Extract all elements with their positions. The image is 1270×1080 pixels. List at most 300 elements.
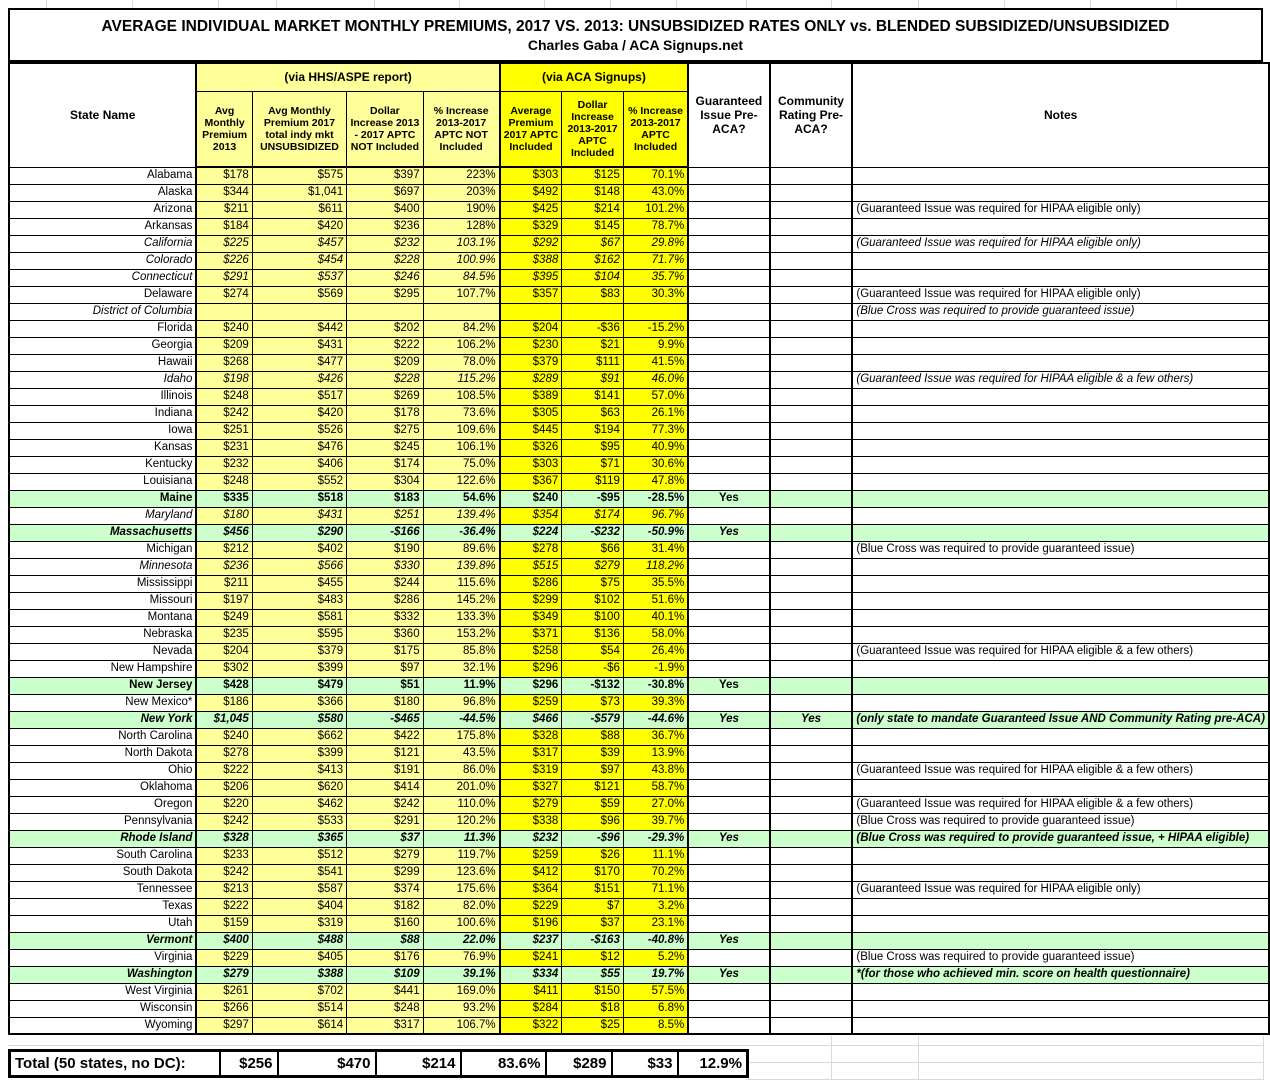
cell-avg-premium-2017-aptc-included[interactable]: $229 bbox=[500, 898, 562, 915]
cell-pct-increase-aptc-not-included[interactable]: 119.7% bbox=[423, 847, 500, 864]
cell-notes[interactable]: (Guaranteed Issue was required for HIPAA eligible only) bbox=[852, 881, 1269, 898]
cell-pct-increase-aptc-included[interactable]: 35.7% bbox=[623, 269, 688, 286]
cell-pct-increase-aptc-not-included[interactable]: 122.6% bbox=[423, 473, 500, 490]
cell-avg-premium-2017-aptc-included[interactable]: $296 bbox=[500, 677, 562, 694]
cell-community-rating-pre-aca[interactable]: Yes bbox=[770, 711, 853, 728]
cell-pct-increase-aptc-included[interactable]: 8.5% bbox=[623, 1017, 688, 1034]
cell-state-name[interactable]: North Dakota bbox=[9, 745, 196, 762]
cell-dollar-increase-aptc-included[interactable]: $162 bbox=[562, 252, 624, 269]
cell-notes[interactable] bbox=[852, 779, 1269, 796]
cell-dollar-increase-aptc-not-included[interactable]: $176 bbox=[347, 949, 423, 966]
cell-dollar-increase-aptc-not-included[interactable]: $160 bbox=[347, 915, 423, 932]
cell-pct-increase-aptc-not-included[interactable]: 120.2% bbox=[423, 813, 500, 830]
cell-pct-increase-aptc-included[interactable]: 58.0% bbox=[623, 626, 688, 643]
cell-dollar-increase-aptc-included[interactable]: $97 bbox=[562, 762, 624, 779]
cell-dollar-increase-aptc-included[interactable]: $125 bbox=[562, 167, 624, 184]
cell-pct-increase-aptc-not-included[interactable]: 128% bbox=[423, 218, 500, 235]
cell-avg-premium-2017-unsubsidized[interactable]: $526 bbox=[252, 422, 346, 439]
cell-dollar-increase-aptc-not-included[interactable]: $174 bbox=[347, 456, 423, 473]
cell-dollar-increase-aptc-not-included[interactable]: $88 bbox=[347, 932, 423, 949]
cell-guaranteed-issue-pre-aca[interactable] bbox=[688, 388, 769, 405]
cell-guaranteed-issue-pre-aca[interactable] bbox=[688, 847, 769, 864]
cell-avg-premium-2017-unsubsidized[interactable]: $512 bbox=[252, 847, 346, 864]
cell-dollar-increase-aptc-not-included[interactable]: $242 bbox=[347, 796, 423, 813]
cell-dollar-increase-aptc-not-included[interactable]: $51 bbox=[347, 677, 423, 694]
cell-avg-premium-2013[interactable]: $180 bbox=[196, 507, 252, 524]
cell-avg-premium-2013[interactable]: $249 bbox=[196, 609, 252, 626]
cell-pct-increase-aptc-not-included[interactable]: 43.5% bbox=[423, 745, 500, 762]
cell-pct-increase-aptc-not-included[interactable]: 190% bbox=[423, 201, 500, 218]
cell-avg-premium-2017-unsubsidized[interactable]: $514 bbox=[252, 1000, 346, 1017]
cell-notes[interactable] bbox=[852, 439, 1269, 456]
cell-avg-premium-2017-unsubsidized[interactable]: $399 bbox=[252, 745, 346, 762]
cell-avg-premium-2017-aptc-included[interactable]: $240 bbox=[500, 490, 562, 507]
cell-state-name[interactable]: North Carolina bbox=[9, 728, 196, 745]
cell-avg-premium-2017-aptc-included[interactable]: $196 bbox=[500, 915, 562, 932]
cell-pct-increase-aptc-not-included[interactable]: 109.6% bbox=[423, 422, 500, 439]
cell-state-name[interactable]: West Virginia bbox=[9, 983, 196, 1000]
cell-notes[interactable] bbox=[852, 864, 1269, 881]
cell-pct-increase-aptc-not-included[interactable]: 78.0% bbox=[423, 354, 500, 371]
cell-notes[interactable] bbox=[852, 558, 1269, 575]
cell-notes[interactable] bbox=[852, 167, 1269, 184]
cell-community-rating-pre-aca[interactable] bbox=[770, 320, 853, 337]
cell-dollar-increase-aptc-not-included[interactable]: $244 bbox=[347, 575, 423, 592]
cell-state-name[interactable]: District of Columbia bbox=[9, 303, 196, 320]
cell-guaranteed-issue-pre-aca[interactable] bbox=[688, 269, 769, 286]
cell-community-rating-pre-aca[interactable] bbox=[770, 1000, 853, 1017]
cell-pct-increase-aptc-included[interactable]: 58.7% bbox=[623, 779, 688, 796]
cell-dollar-increase-aptc-included[interactable]: $91 bbox=[562, 371, 624, 388]
cell-pct-increase-aptc-included[interactable]: 70.2% bbox=[623, 864, 688, 881]
cell-avg-premium-2017-unsubsidized[interactable]: $541 bbox=[252, 864, 346, 881]
col-header-avg-premium-2017-unsubsidized[interactable]: Avg Monthly Premium 2017 total indy mkt UNSUBSIDIZED bbox=[252, 91, 346, 167]
cell-dollar-increase-aptc-included[interactable]: $151 bbox=[562, 881, 624, 898]
cell-dollar-increase-aptc-included[interactable]: -$6 bbox=[562, 660, 624, 677]
cell-guaranteed-issue-pre-aca[interactable] bbox=[688, 864, 769, 881]
cell-pct-increase-aptc-included[interactable] bbox=[623, 303, 688, 320]
cell-dollar-increase-aptc-included[interactable]: $18 bbox=[562, 1000, 624, 1017]
cell-dollar-increase-aptc-not-included[interactable]: $332 bbox=[347, 609, 423, 626]
cell-avg-premium-2017-aptc-included[interactable]: $349 bbox=[500, 609, 562, 626]
cell-pct-increase-aptc-not-included[interactable]: 39.1% bbox=[423, 966, 500, 983]
cell-pct-increase-aptc-included[interactable]: 5.2% bbox=[623, 949, 688, 966]
cell-dollar-increase-aptc-not-included[interactable]: $275 bbox=[347, 422, 423, 439]
cell-dollar-increase-aptc-included[interactable]: $214 bbox=[562, 201, 624, 218]
cell-community-rating-pre-aca[interactable] bbox=[770, 745, 853, 762]
cell-dollar-increase-aptc-not-included[interactable]: $222 bbox=[347, 337, 423, 354]
cell-notes[interactable] bbox=[852, 1000, 1269, 1017]
cell-pct-increase-aptc-included[interactable]: 40.9% bbox=[623, 439, 688, 456]
cell-avg-premium-2017-aptc-included[interactable]: $286 bbox=[500, 575, 562, 592]
cell-state-name[interactable]: Louisiana bbox=[9, 473, 196, 490]
cell-state-name[interactable]: Hawaii bbox=[9, 354, 196, 371]
cell-avg-premium-2017-aptc-included[interactable]: $319 bbox=[500, 762, 562, 779]
cell-pct-increase-aptc-included[interactable]: -1.9% bbox=[623, 660, 688, 677]
cell-pct-increase-aptc-not-included[interactable]: 54.6% bbox=[423, 490, 500, 507]
cell-state-name[interactable]: Pennsylvania bbox=[9, 813, 196, 830]
cell-pct-increase-aptc-included[interactable]: 70.1% bbox=[623, 167, 688, 184]
cell-community-rating-pre-aca[interactable] bbox=[770, 847, 853, 864]
cell-dollar-increase-aptc-included[interactable]: -$163 bbox=[562, 932, 624, 949]
cell-state-name[interactable]: New Hampshire bbox=[9, 660, 196, 677]
cell-avg-premium-2017-unsubsidized[interactable]: $420 bbox=[252, 405, 346, 422]
cell-dollar-increase-aptc-included[interactable]: $194 bbox=[562, 422, 624, 439]
cell-community-rating-pre-aca[interactable] bbox=[770, 354, 853, 371]
cell-community-rating-pre-aca[interactable] bbox=[770, 405, 853, 422]
cell-state-name[interactable]: New York bbox=[9, 711, 196, 728]
cell-guaranteed-issue-pre-aca[interactable]: Yes bbox=[688, 932, 769, 949]
cell-avg-premium-2013[interactable]: $344 bbox=[196, 184, 252, 201]
cell-avg-premium-2017-unsubsidized[interactable]: $702 bbox=[252, 983, 346, 1000]
cell-community-rating-pre-aca[interactable] bbox=[770, 915, 853, 932]
cell-dollar-increase-aptc-not-included[interactable]: $400 bbox=[347, 201, 423, 218]
cell-dollar-increase-aptc-not-included[interactable]: $232 bbox=[347, 235, 423, 252]
cell-community-rating-pre-aca[interactable] bbox=[770, 932, 853, 949]
cell-notes[interactable] bbox=[852, 456, 1269, 473]
cell-avg-premium-2013[interactable]: $211 bbox=[196, 201, 252, 218]
cell-guaranteed-issue-pre-aca[interactable] bbox=[688, 898, 769, 915]
cell-guaranteed-issue-pre-aca[interactable] bbox=[688, 303, 769, 320]
cell-pct-increase-aptc-included[interactable]: -28.5% bbox=[623, 490, 688, 507]
cell-state-name[interactable]: Vermont bbox=[9, 932, 196, 949]
cell-state-name[interactable]: Georgia bbox=[9, 337, 196, 354]
cell-guaranteed-issue-pre-aca[interactable] bbox=[688, 643, 769, 660]
total-avg-premium-2017-unsubsidized[interactable]: $470 bbox=[278, 1051, 376, 1077]
cell-avg-premium-2017-aptc-included[interactable]: $284 bbox=[500, 1000, 562, 1017]
cell-avg-premium-2017-unsubsidized[interactable]: $319 bbox=[252, 915, 346, 932]
cell-avg-premium-2013[interactable]: $225 bbox=[196, 235, 252, 252]
cell-avg-premium-2017-aptc-included[interactable] bbox=[500, 303, 562, 320]
cell-community-rating-pre-aca[interactable] bbox=[770, 286, 853, 303]
cell-dollar-increase-aptc-not-included[interactable]: $175 bbox=[347, 643, 423, 660]
cell-community-rating-pre-aca[interactable] bbox=[770, 762, 853, 779]
cell-notes[interactable]: (Blue Cross was required to provide guaranteed issue, + HIPAA eligible) bbox=[852, 830, 1269, 847]
cell-community-rating-pre-aca[interactable] bbox=[770, 643, 853, 660]
cell-avg-premium-2017-unsubsidized[interactable]: $366 bbox=[252, 694, 346, 711]
cell-pct-increase-aptc-included[interactable]: 43.0% bbox=[623, 184, 688, 201]
cell-dollar-increase-aptc-included[interactable]: -$232 bbox=[562, 524, 624, 541]
cell-avg-premium-2017-unsubsidized[interactable]: $537 bbox=[252, 269, 346, 286]
cell-community-rating-pre-aca[interactable] bbox=[770, 422, 853, 439]
cell-guaranteed-issue-pre-aca[interactable] bbox=[688, 201, 769, 218]
cell-pct-increase-aptc-included[interactable]: 9.9% bbox=[623, 337, 688, 354]
cell-avg-premium-2017-unsubsidized[interactable]: $442 bbox=[252, 320, 346, 337]
cell-avg-premium-2017-aptc-included[interactable]: $329 bbox=[500, 218, 562, 235]
cell-pct-increase-aptc-included[interactable]: 101.2% bbox=[623, 201, 688, 218]
cell-pct-increase-aptc-not-included[interactable]: 11.3% bbox=[423, 830, 500, 847]
cell-dollar-increase-aptc-included[interactable]: $25 bbox=[562, 1017, 624, 1034]
cell-dollar-increase-aptc-included[interactable]: $150 bbox=[562, 983, 624, 1000]
col-header-avg-premium-2017-aptc-included[interactable]: Average Premium 2017 APTC Included bbox=[500, 91, 562, 167]
cell-dollar-increase-aptc-not-included[interactable]: -$465 bbox=[347, 711, 423, 728]
group-header-hhs-aspe[interactable]: (via HHS/ASPE report) bbox=[196, 63, 499, 91]
cell-avg-premium-2017-aptc-included[interactable]: $299 bbox=[500, 592, 562, 609]
cell-dollar-increase-aptc-included[interactable]: $7 bbox=[562, 898, 624, 915]
cell-notes[interactable]: (Guaranteed Issue was required for HIPAA eligible only) bbox=[852, 235, 1269, 252]
cell-avg-premium-2017-aptc-included[interactable]: $303 bbox=[500, 456, 562, 473]
total-avg-premium-2013[interactable]: $256 bbox=[220, 1051, 278, 1077]
cell-state-name[interactable]: Oklahoma bbox=[9, 779, 196, 796]
cell-dollar-increase-aptc-not-included[interactable]: $109 bbox=[347, 966, 423, 983]
cell-avg-premium-2017-unsubsidized[interactable]: $620 bbox=[252, 779, 346, 796]
cell-notes[interactable]: (Blue Cross was required to provide guaranteed issue) bbox=[852, 541, 1269, 558]
cell-state-name[interactable]: Delaware bbox=[9, 286, 196, 303]
cell-community-rating-pre-aca[interactable] bbox=[770, 269, 853, 286]
cell-pct-increase-aptc-included[interactable]: 11.1% bbox=[623, 847, 688, 864]
cell-pct-increase-aptc-included[interactable]: -44.6% bbox=[623, 711, 688, 728]
cell-notes[interactable] bbox=[852, 677, 1269, 694]
cell-avg-premium-2013[interactable]: $206 bbox=[196, 779, 252, 796]
cell-state-name[interactable]: Arizona bbox=[9, 201, 196, 218]
cell-dollar-increase-aptc-not-included[interactable]: $248 bbox=[347, 1000, 423, 1017]
cell-avg-premium-2017-unsubsidized[interactable]: $431 bbox=[252, 507, 346, 524]
cell-avg-premium-2013[interactable]: $235 bbox=[196, 626, 252, 643]
cell-pct-increase-aptc-included[interactable]: 26.1% bbox=[623, 405, 688, 422]
cell-community-rating-pre-aca[interactable] bbox=[770, 813, 853, 830]
cell-avg-premium-2013[interactable]: $213 bbox=[196, 881, 252, 898]
cell-guaranteed-issue-pre-aca[interactable] bbox=[688, 252, 769, 269]
cell-state-name[interactable]: Colorado bbox=[9, 252, 196, 269]
cell-pct-increase-aptc-not-included[interactable]: 223% bbox=[423, 167, 500, 184]
cell-avg-premium-2017-aptc-included[interactable]: $338 bbox=[500, 813, 562, 830]
cell-guaranteed-issue-pre-aca[interactable]: Yes bbox=[688, 524, 769, 541]
cell-pct-increase-aptc-not-included[interactable]: 108.5% bbox=[423, 388, 500, 405]
cell-dollar-increase-aptc-included[interactable] bbox=[562, 303, 624, 320]
cell-notes[interactable] bbox=[852, 898, 1269, 915]
cell-avg-premium-2017-unsubsidized[interactable]: $581 bbox=[252, 609, 346, 626]
cell-avg-premium-2013[interactable]: $222 bbox=[196, 898, 252, 915]
cell-pct-increase-aptc-included[interactable]: 29.8% bbox=[623, 235, 688, 252]
cell-avg-premium-2013[interactable]: $266 bbox=[196, 1000, 252, 1017]
cell-dollar-increase-aptc-included[interactable]: $95 bbox=[562, 439, 624, 456]
cell-dollar-increase-aptc-included[interactable]: -$36 bbox=[562, 320, 624, 337]
cell-pct-increase-aptc-not-included[interactable]: 84.5% bbox=[423, 269, 500, 286]
cell-state-name[interactable]: Kansas bbox=[9, 439, 196, 456]
cell-notes[interactable] bbox=[852, 405, 1269, 422]
cell-guaranteed-issue-pre-aca[interactable] bbox=[688, 558, 769, 575]
cell-dollar-increase-aptc-included[interactable]: -$95 bbox=[562, 490, 624, 507]
cell-community-rating-pre-aca[interactable] bbox=[770, 252, 853, 269]
cell-state-name[interactable]: Tennessee bbox=[9, 881, 196, 898]
cell-dollar-increase-aptc-not-included[interactable]: $374 bbox=[347, 881, 423, 898]
cell-guaranteed-issue-pre-aca[interactable] bbox=[688, 507, 769, 524]
cell-dollar-increase-aptc-not-included[interactable]: $422 bbox=[347, 728, 423, 745]
cell-avg-premium-2017-aptc-included[interactable]: $289 bbox=[500, 371, 562, 388]
cell-dollar-increase-aptc-not-included[interactable]: $180 bbox=[347, 694, 423, 711]
cell-avg-premium-2013[interactable]: $328 bbox=[196, 830, 252, 847]
cell-community-rating-pre-aca[interactable] bbox=[770, 898, 853, 915]
cell-pct-increase-aptc-not-included[interactable]: 22.0% bbox=[423, 932, 500, 949]
cell-notes[interactable] bbox=[852, 915, 1269, 932]
cell-pct-increase-aptc-included[interactable]: 35.5% bbox=[623, 575, 688, 592]
cell-community-rating-pre-aca[interactable] bbox=[770, 541, 853, 558]
cell-pct-increase-aptc-included[interactable]: 46.0% bbox=[623, 371, 688, 388]
cell-state-name[interactable]: New Jersey bbox=[9, 677, 196, 694]
cell-state-name[interactable]: Wyoming bbox=[9, 1017, 196, 1034]
cell-dollar-increase-aptc-included[interactable]: $73 bbox=[562, 694, 624, 711]
cell-avg-premium-2017-unsubsidized[interactable]: $611 bbox=[252, 201, 346, 218]
cell-avg-premium-2013[interactable]: $400 bbox=[196, 932, 252, 949]
cell-pct-increase-aptc-not-included[interactable]: 153.2% bbox=[423, 626, 500, 643]
cell-avg-premium-2017-unsubsidized[interactable]: $580 bbox=[252, 711, 346, 728]
cell-notes[interactable]: (Blue Cross was required to provide guaranteed issue) bbox=[852, 813, 1269, 830]
cell-guaranteed-issue-pre-aca[interactable] bbox=[688, 218, 769, 235]
cell-avg-premium-2013[interactable]: $261 bbox=[196, 983, 252, 1000]
cell-dollar-increase-aptc-included[interactable]: $75 bbox=[562, 575, 624, 592]
cell-notes[interactable] bbox=[852, 473, 1269, 490]
cell-guaranteed-issue-pre-aca[interactable] bbox=[688, 422, 769, 439]
cell-pct-increase-aptc-not-included[interactable]: 86.0% bbox=[423, 762, 500, 779]
cell-pct-increase-aptc-not-included[interactable]: 145.2% bbox=[423, 592, 500, 609]
cell-avg-premium-2017-unsubsidized[interactable]: $566 bbox=[252, 558, 346, 575]
cell-notes[interactable] bbox=[852, 388, 1269, 405]
cell-dollar-increase-aptc-not-included[interactable]: $209 bbox=[347, 354, 423, 371]
cell-avg-premium-2017-aptc-included[interactable]: $296 bbox=[500, 660, 562, 677]
cell-guaranteed-issue-pre-aca[interactable] bbox=[688, 983, 769, 1000]
cell-avg-premium-2017-unsubsidized[interactable]: $290 bbox=[252, 524, 346, 541]
cell-community-rating-pre-aca[interactable] bbox=[770, 728, 853, 745]
cell-pct-increase-aptc-included[interactable]: 96.7% bbox=[623, 507, 688, 524]
cell-avg-premium-2013[interactable]: $197 bbox=[196, 592, 252, 609]
cell-state-name[interactable]: Alaska bbox=[9, 184, 196, 201]
cell-avg-premium-2017-aptc-included[interactable]: $367 bbox=[500, 473, 562, 490]
cell-avg-premium-2013[interactable]: $278 bbox=[196, 745, 252, 762]
cell-avg-premium-2013[interactable]: $178 bbox=[196, 167, 252, 184]
cell-pct-increase-aptc-included[interactable]: 26.4% bbox=[623, 643, 688, 660]
cell-avg-premium-2017-unsubsidized[interactable]: $479 bbox=[252, 677, 346, 694]
cell-pct-increase-aptc-not-included[interactable]: 103.1% bbox=[423, 235, 500, 252]
cell-avg-premium-2017-unsubsidized[interactable]: $388 bbox=[252, 966, 346, 983]
cell-avg-premium-2017-aptc-included[interactable]: $466 bbox=[500, 711, 562, 728]
cell-pct-increase-aptc-included[interactable]: 39.3% bbox=[623, 694, 688, 711]
cell-state-name[interactable]: Wisconsin bbox=[9, 1000, 196, 1017]
cell-dollar-increase-aptc-not-included[interactable]: $182 bbox=[347, 898, 423, 915]
cell-guaranteed-issue-pre-aca[interactable] bbox=[688, 1017, 769, 1034]
cell-dollar-increase-aptc-not-included[interactable]: $414 bbox=[347, 779, 423, 796]
cell-dollar-increase-aptc-not-included[interactable]: $441 bbox=[347, 983, 423, 1000]
cell-state-name[interactable]: Utah bbox=[9, 915, 196, 932]
cell-dollar-increase-aptc-not-included[interactable]: $236 bbox=[347, 218, 423, 235]
cell-avg-premium-2013[interactable]: $233 bbox=[196, 847, 252, 864]
cell-avg-premium-2017-aptc-included[interactable]: $379 bbox=[500, 354, 562, 371]
cell-guaranteed-issue-pre-aca[interactable] bbox=[688, 184, 769, 201]
cell-pct-increase-aptc-included[interactable]: 118.2% bbox=[623, 558, 688, 575]
cell-avg-premium-2017-unsubsidized[interactable]: $595 bbox=[252, 626, 346, 643]
cell-state-name[interactable]: Iowa bbox=[9, 422, 196, 439]
cell-avg-premium-2017-unsubsidized[interactable]: $476 bbox=[252, 439, 346, 456]
cell-dollar-increase-aptc-not-included[interactable]: $228 bbox=[347, 371, 423, 388]
cell-dollar-increase-aptc-included[interactable]: $55 bbox=[562, 966, 624, 983]
cell-avg-premium-2013[interactable]: $268 bbox=[196, 354, 252, 371]
cell-avg-premium-2013[interactable]: $184 bbox=[196, 218, 252, 235]
cell-avg-premium-2017-aptc-included[interactable]: $258 bbox=[500, 643, 562, 660]
cell-avg-premium-2013[interactable]: $297 bbox=[196, 1017, 252, 1034]
cell-state-name[interactable]: Mississippi bbox=[9, 575, 196, 592]
cell-dollar-increase-aptc-not-included[interactable]: $291 bbox=[347, 813, 423, 830]
cell-avg-premium-2017-aptc-included[interactable]: $232 bbox=[500, 830, 562, 847]
cell-dollar-increase-aptc-included[interactable]: $67 bbox=[562, 235, 624, 252]
cell-dollar-increase-aptc-not-included[interactable]: $202 bbox=[347, 320, 423, 337]
cell-dollar-increase-aptc-included[interactable]: $26 bbox=[562, 847, 624, 864]
cell-guaranteed-issue-pre-aca[interactable] bbox=[688, 473, 769, 490]
cell-dollar-increase-aptc-not-included[interactable]: $121 bbox=[347, 745, 423, 762]
cell-avg-premium-2013[interactable] bbox=[196, 303, 252, 320]
cell-community-rating-pre-aca[interactable] bbox=[770, 983, 853, 1000]
cell-dollar-increase-aptc-not-included[interactable]: $251 bbox=[347, 507, 423, 524]
total-avg-premium-2017-aptc-included[interactable]: $289 bbox=[546, 1051, 612, 1077]
cell-dollar-increase-aptc-included[interactable]: $100 bbox=[562, 609, 624, 626]
cell-pct-increase-aptc-not-included[interactable]: 139.8% bbox=[423, 558, 500, 575]
cell-guaranteed-issue-pre-aca[interactable] bbox=[688, 728, 769, 745]
cell-pct-increase-aptc-not-included[interactable]: 75.0% bbox=[423, 456, 500, 473]
cell-dollar-increase-aptc-included[interactable]: $170 bbox=[562, 864, 624, 881]
cell-community-rating-pre-aca[interactable] bbox=[770, 439, 853, 456]
cell-pct-increase-aptc-not-included[interactable]: 76.9% bbox=[423, 949, 500, 966]
cell-avg-premium-2017-aptc-included[interactable]: $328 bbox=[500, 728, 562, 745]
cell-community-rating-pre-aca[interactable] bbox=[770, 626, 853, 643]
cell-notes[interactable] bbox=[852, 694, 1269, 711]
cell-dollar-increase-aptc-included[interactable]: $102 bbox=[562, 592, 624, 609]
cell-dollar-increase-aptc-included[interactable]: $119 bbox=[562, 473, 624, 490]
cell-dollar-increase-aptc-not-included[interactable]: $286 bbox=[347, 592, 423, 609]
cell-dollar-increase-aptc-not-included[interactable]: $37 bbox=[347, 830, 423, 847]
cell-state-name[interactable]: Ohio bbox=[9, 762, 196, 779]
cell-dollar-increase-aptc-included[interactable]: $141 bbox=[562, 388, 624, 405]
cell-pct-increase-aptc-not-included[interactable]: 139.4% bbox=[423, 507, 500, 524]
cell-pct-increase-aptc-included[interactable]: 6.8% bbox=[623, 1000, 688, 1017]
cell-notes[interactable] bbox=[852, 218, 1269, 235]
cell-community-rating-pre-aca[interactable] bbox=[770, 592, 853, 609]
cell-dollar-increase-aptc-included[interactable]: $136 bbox=[562, 626, 624, 643]
cell-guaranteed-issue-pre-aca[interactable] bbox=[688, 796, 769, 813]
cell-avg-premium-2017-aptc-included[interactable]: $364 bbox=[500, 881, 562, 898]
cell-state-name[interactable]: Washington bbox=[9, 966, 196, 983]
cell-guaranteed-issue-pre-aca[interactable] bbox=[688, 745, 769, 762]
cell-guaranteed-issue-pre-aca[interactable] bbox=[688, 813, 769, 830]
cell-notes[interactable] bbox=[852, 252, 1269, 269]
cell-dollar-increase-aptc-included[interactable]: $279 bbox=[562, 558, 624, 575]
cell-avg-premium-2017-unsubsidized[interactable]: $488 bbox=[252, 932, 346, 949]
col-header-pct-increase-aptc-not-included[interactable]: % Increase 2013-2017 APTC NOT Included bbox=[423, 91, 500, 167]
cell-guaranteed-issue-pre-aca[interactable] bbox=[688, 915, 769, 932]
cell-pct-increase-aptc-not-included[interactable]: 73.6% bbox=[423, 405, 500, 422]
cell-state-name[interactable]: South Carolina bbox=[9, 847, 196, 864]
cell-dollar-increase-aptc-not-included[interactable]: $269 bbox=[347, 388, 423, 405]
cell-state-name[interactable]: Missouri bbox=[9, 592, 196, 609]
cell-dollar-increase-aptc-not-included[interactable]: -$166 bbox=[347, 524, 423, 541]
cell-community-rating-pre-aca[interactable] bbox=[770, 371, 853, 388]
cell-pct-increase-aptc-included[interactable]: -30.8% bbox=[623, 677, 688, 694]
cell-guaranteed-issue-pre-aca[interactable] bbox=[688, 779, 769, 796]
cell-avg-premium-2013[interactable]: $198 bbox=[196, 371, 252, 388]
cell-avg-premium-2017-unsubsidized[interactable]: $379 bbox=[252, 643, 346, 660]
cell-dollar-increase-aptc-included[interactable]: $83 bbox=[562, 286, 624, 303]
cell-pct-increase-aptc-not-included[interactable]: 89.6% bbox=[423, 541, 500, 558]
cell-state-name[interactable]: Massachusetts bbox=[9, 524, 196, 541]
cell-community-rating-pre-aca[interactable] bbox=[770, 218, 853, 235]
cell-guaranteed-issue-pre-aca[interactable] bbox=[688, 660, 769, 677]
cell-pct-increase-aptc-not-included[interactable]: 32.1% bbox=[423, 660, 500, 677]
cell-dollar-increase-aptc-not-included[interactable]: $295 bbox=[347, 286, 423, 303]
cell-avg-premium-2013[interactable]: $428 bbox=[196, 677, 252, 694]
cell-dollar-increase-aptc-not-included[interactable]: $97 bbox=[347, 660, 423, 677]
cell-avg-premium-2013[interactable]: $302 bbox=[196, 660, 252, 677]
cell-notes[interactable]: (Blue Cross was required to provide guaranteed issue) bbox=[852, 303, 1269, 320]
cell-pct-increase-aptc-included[interactable]: 31.4% bbox=[623, 541, 688, 558]
cell-avg-premium-2017-unsubsidized[interactable]: $533 bbox=[252, 813, 346, 830]
cell-dollar-increase-aptc-included[interactable]: $88 bbox=[562, 728, 624, 745]
